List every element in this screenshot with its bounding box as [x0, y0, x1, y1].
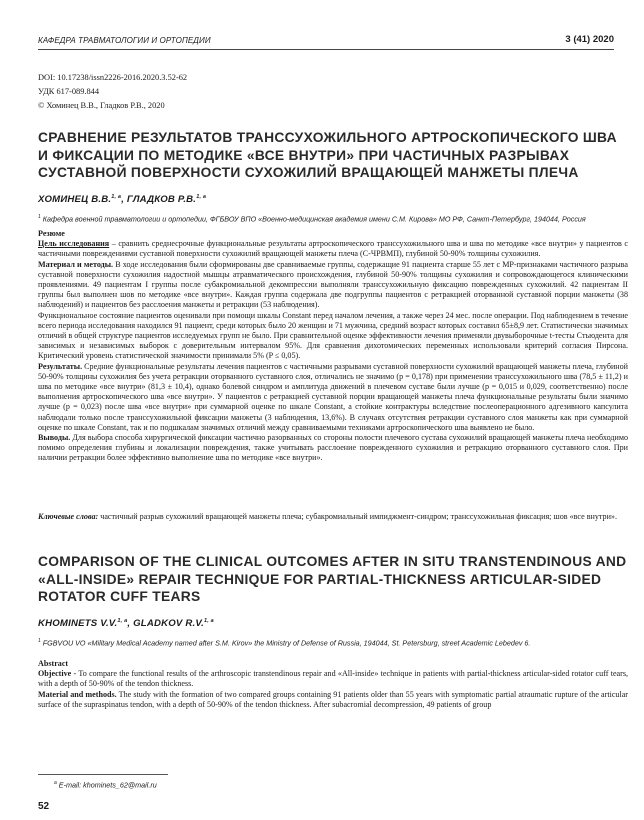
- author-name: ХОМИНЕЦ В.В.: [38, 194, 112, 206]
- author-name: GLADKOV R.V.: [133, 618, 204, 630]
- author-affil-sup: 1, a: [111, 194, 122, 200]
- author-name: KHOMINETS V.V.: [38, 618, 118, 630]
- udc-code: УДК 617-089.844: [38, 87, 100, 96]
- affiliation-ru: [38, 212, 628, 224]
- methods-label: Материал и методы.: [38, 259, 114, 269]
- objective-text: – сравнить среднесрочные функциональные результаты артроскопического транссухожильного шва и шва по методике «все внутри» у пациентов с частичными повреждениями суставной поверхности сухожилий вращающей манжеты плеча (С-ЧРВМП), глубиной 50-90% толщины сухожилия.: [38, 239, 628, 259]
- keywords-text: частичный разрыв сухожилий вращающей манжеты плеча; субакромиальный импиджмент-синдром; транссухожильная фиксация; шов «все внутри».: [98, 512, 617, 521]
- running-head-issue: 3 (41) 2020: [565, 34, 614, 45]
- affil-sup: 1: [38, 214, 41, 220]
- article-meta: [38, 71, 187, 113]
- author-name: ГЛАДКОВ Р.В.: [126, 194, 197, 206]
- methods-text: В ходе исследования были сформированы две сравниваемые группы, содержащие 91 пациента старше 55 лет с МР-признаками частичного разрыва суставной поверхности сухожилия надостной мышцы атравматического происхождения, глубиной 50-90% толщины сухожилия и сопровождающегося клиническими проявлениями. 49 пациентам I группы после субакромиальной декомпрессии выполняли транссухожильную фиксацию поврежденных сухожилий. 42 пациентам II группы был выполнен шов по методике «все внутри». Каждая группа содержала две подгруппы пациентов с ретракцией оторванной суставной порции манжеты (38 наблюдений) и пациентов без расслоения манжеты и ретракции (53 наблюдения).: [38, 259, 628, 310]
- abstract-results: [38, 362, 628, 433]
- keywords-ru: [38, 512, 628, 522]
- authors-ru: [38, 194, 206, 205]
- author-affil-sup: 1, a: [117, 618, 128, 624]
- abstract-conclusions: [38, 433, 628, 464]
- running-head: [38, 34, 614, 48]
- copyright: © Хоминец В.В., Гладков Р.В., 2020: [38, 101, 165, 110]
- article-title-ru: СРАВНЕНИЕ РЕЗУЛЬТАТОВ ТРАНССУХОЖИЛЬНОГО АРТРОСКОПИЧЕСКОГО ШВА И ФИКСАЦИИ ПО МЕТОДИКЕ «ВСЕ ВНУТРИ» ПРИ ЧАСТИЧНЫХ РАЗРЫВАХ СУСТАВНОЙ ПОВЕРХНОСТИ СУХОЖИЛИЙ ВРАЩАЮЩЕЙ МАНЖЕТЫ ПЛЕЧА: [38, 130, 617, 181]
- results-label: Результаты.: [38, 361, 83, 371]
- email-link[interactable]: E-mail: khominets_62@mail.ru: [58, 780, 157, 790]
- conclusions-text: Для выбора способа хирургической фиксации частично разорванных со стороны полости плечевого сустава сухожилий вращающей манжеты плеча необходимо помимо определения глубины и локализации повреждения, также учитывать расслоение поврежденного сухожилия и ретракцию оторванного суставного слоя. При наличии ретракции более эффективно выполнение шва по методике «все внутри».: [38, 433, 628, 463]
- results-text: Средние функциональные результаты лечения пациентов с частичными разрывами суставной поверхности сухожилий вращающей манжеты плеча, глубиной 50-90% толщины сухожилия без учета ретракции оторванного суставного слоя, отличались не значимо (р = 0,178) при применении транссухожильного шва (78,5 ± 11,2) и шва по методике «все внутри» (81,3 ± 10,4), однако болевой синдром и амплитуда движений в плечевом суставе были лучше (р = 0,015 и 0,029, соответственно) после выполнения артроскопического шва «все внутри». У пациентов с ретракцией суставной порции вращающей манжеты плеча функциональные результаты были значимо лучше (р = 0,023) после шва «все внутри» при суммарной оценке по шкале Constant, а стойкие контрактуры вследствие послеоперационного адгезивного капсулита наблюдали только после транссухожильной фиксации манжеты (3 наблюдения, 13,6%). В случаях отсутствия ретракции суставного слоя манжеты как при суммарной оценке по шкале Constant, так и по подшкалам значимых отличий между сравниваемыми техниками артроскопического шва выявлено не было.: [38, 361, 628, 432]
- abstract-heading: Abstract: [38, 659, 69, 668]
- methods-label: Material and methods.: [38, 689, 117, 699]
- abstract-methods: [38, 690, 628, 710]
- affil-sup: 1: [38, 638, 41, 644]
- affiliation-en: [38, 636, 628, 648]
- objective-label: Цель исследования: [38, 239, 110, 249]
- abstract-en: [38, 659, 628, 710]
- author-separator: ,: [121, 194, 127, 206]
- affiliation-text: Кафедра военной травматологии и ортопедии, ФГБВОУ ВПО «Военно-медицинская академия имени С.М. Кирова» МО РФ, Санкт-Петербург, 194044, Россия: [42, 214, 586, 224]
- author-separator: ,: [127, 618, 134, 630]
- footnote-email: [54, 780, 157, 789]
- methods-text: The study with the formation of two compared groups containing 91 patients older than 55 years with symptomatic partial atraumatic rupture of the articular surface of the supraspinatus tendon, with a depth of 50-90% of the tendon thickness. After subacromial decompression, 49 patients of group: [38, 689, 629, 709]
- objective-label: Objective: [38, 669, 72, 679]
- affiliation-text: FGBVOU VO «Military Medical Academy named after S.M. Kirov» the Ministry of Defense of Russia, 194044, St. Petersburg, street Academic Lebedev 6.: [42, 638, 531, 648]
- conclusions-label: Выводы.: [38, 433, 71, 443]
- abstract-objective: [38, 239, 628, 259]
- article-title-en: COMPARISON OF THE CLINICAL OUTCOMES AFTER IN SITU TRANSTENDINOUS AND «ALL-INSIDE» REPAIR TECHNIQUE FOR PARTIAL-THICKNESS ARTICULAR-SIDED ROTATOR CUFF TEARS: [38, 554, 627, 605]
- author-affil-sup: 1, a: [203, 618, 214, 624]
- objective-text: - To compare the functional results of the arthroscopic transtendinous repair and «All-inside» technique in patients with partial-thickness articular-sided rotator cuff tears, with a depth of 50-90% of the tendon thickness.: [38, 669, 628, 689]
- authors-en: [38, 618, 214, 629]
- footnote-divider: [38, 774, 168, 775]
- abstract-heading: Резюме: [38, 229, 65, 238]
- abstract-methods: [38, 260, 628, 311]
- author-affil-sup: 1, a: [196, 194, 207, 200]
- footnote-sup: a: [54, 780, 57, 786]
- page-number: 52: [38, 801, 50, 812]
- keywords-label: Ключевые слова:: [38, 512, 99, 521]
- doi[interactable]: DOI: 10.17238/issn2226-2016.2020.3.52-62: [38, 73, 188, 82]
- header-divider: [38, 49, 614, 50]
- abstract-objective: [38, 669, 628, 689]
- running-head-section: КАФЕДРА ТРАВМАТОЛОГИИ И ОРТОПЕДИИ: [38, 36, 211, 45]
- abstract-methods-continued: Функциональное состояние пациентов оценивали при помощи шкалы Constant перед началом лечения, а также через 24 мес. после операции. Под наблюдением в течение всего периода исследования находился 91 пациент, среди которых было 20 женщин и 71 мужчина, средний возраст которых составил 65±8,9 лет. Статистически значимых отличий в общей структуре пациентов исследуемых групп не было. При сравнительной оценке эффективности лечения применяли двувыборочные t-тесты Стьюдента для зависимых и независимых выборок с доверительным интервалом 95%. Для сравнения дихотомических переменных использовали критерий согласия Пирсона. Критический уровень статистической значимости принимали 5% (P ≤ 0,05).: [38, 310, 628, 361]
- abstract-ru: [38, 229, 628, 464]
